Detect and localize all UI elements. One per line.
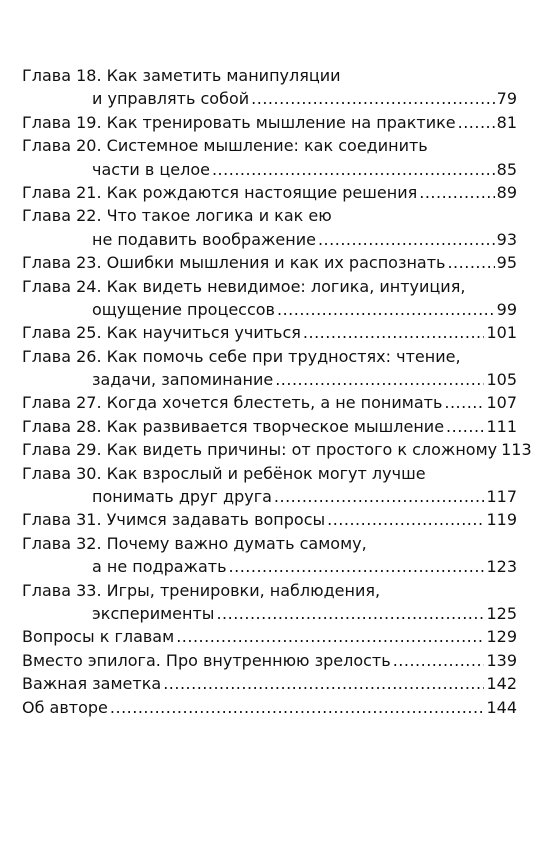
page-number: 144 bbox=[486, 697, 517, 717]
toc-entry-title: Глава 31. Учимся задавать вопросы bbox=[22, 510, 326, 530]
toc-entry bbox=[22, 438, 532, 461]
toc-entry bbox=[22, 485, 517, 508]
toc-entry bbox=[22, 368, 517, 391]
page-number: 99 bbox=[496, 299, 517, 319]
toc-entry-title-line bbox=[22, 345, 517, 368]
toc-entry-title: Глава 24. Как видеть невидимое: логика, интуиция, bbox=[22, 276, 466, 296]
page-number: 105 bbox=[486, 370, 517, 390]
toc-entry-title: Глава 25. Как научиться учиться bbox=[22, 323, 301, 343]
toc-entry-title: Глава 18. Как заметить манипуляции bbox=[22, 66, 341, 85]
toc-entry-title-line bbox=[22, 579, 517, 602]
page-number: 125 bbox=[486, 603, 517, 623]
page-number: 81 bbox=[496, 112, 517, 132]
toc-entry-title-line bbox=[22, 532, 517, 555]
toc-entry bbox=[22, 696, 517, 719]
toc-entry bbox=[22, 111, 517, 134]
page-number: 79 bbox=[496, 89, 517, 109]
toc-entry-continuation: эксперименты bbox=[92, 603, 215, 623]
toc-entry-title: Глава 30. Как взрослый и ребёнок могут лучше bbox=[22, 463, 426, 483]
toc-entry-continuation: задачи, запоминание bbox=[92, 370, 274, 390]
dot-leader bbox=[216, 602, 484, 625]
toc-entry-title: Глава 29. Как видеть причины: от простого к сложному bbox=[22, 440, 498, 460]
toc-entry bbox=[22, 391, 517, 414]
toc-entry bbox=[22, 625, 517, 648]
toc-entry-title: Глава 33. Игры, тренировки, наблюдения, bbox=[22, 580, 381, 600]
page-number: 142 bbox=[486, 674, 517, 694]
page-number: 85 bbox=[496, 159, 517, 179]
toc-entry bbox=[22, 672, 517, 695]
dot-leader bbox=[277, 298, 495, 321]
toc-entry-title: Глава 28. Как развивается творческое мышление bbox=[22, 416, 445, 436]
toc-entry bbox=[22, 251, 517, 274]
page-number: 119 bbox=[486, 510, 517, 530]
dot-leader bbox=[318, 228, 495, 251]
toc-entry-title-line bbox=[22, 204, 517, 227]
toc-entry bbox=[22, 649, 517, 672]
toc-entry-continuation: ощущение процессов bbox=[92, 299, 275, 319]
toc-entry-continuation: части в целое bbox=[92, 159, 210, 179]
toc-entry bbox=[22, 321, 517, 344]
toc-entry-title: Глава 23. Ошибки мышления и как их распознать bbox=[22, 253, 446, 273]
page-number: 123 bbox=[486, 557, 517, 577]
toc-entry bbox=[22, 415, 517, 438]
dot-leader bbox=[419, 181, 494, 204]
page-number: 93 bbox=[496, 229, 517, 249]
toc-entry-title: Глава 22. Что такое логика и как ею bbox=[22, 206, 332, 226]
page-number: 107 bbox=[486, 393, 517, 413]
toc-entry-continuation: понимать друг друга bbox=[92, 487, 272, 507]
toc-entry bbox=[22, 228, 517, 251]
dot-leader bbox=[447, 251, 494, 274]
toc-entry bbox=[22, 508, 517, 531]
dot-leader bbox=[327, 508, 484, 531]
toc-entry bbox=[22, 602, 517, 625]
toc-entry-title-line bbox=[22, 462, 517, 485]
page-number: 139 bbox=[486, 650, 517, 670]
dot-leader bbox=[444, 391, 484, 414]
page-number: 129 bbox=[486, 627, 517, 647]
dot-leader bbox=[393, 649, 485, 672]
toc-entry bbox=[22, 555, 517, 578]
toc-entry-title: Глава 27. Когда хочется блестеть, а не понимать bbox=[22, 393, 443, 413]
toc-entry-title: Вопросы к главам bbox=[22, 627, 175, 647]
toc-entry bbox=[22, 298, 517, 321]
dot-leader bbox=[446, 415, 484, 438]
toc-entry-title-line bbox=[22, 275, 517, 298]
toc-entry-title-line bbox=[22, 64, 517, 87]
dot-leader bbox=[229, 555, 485, 578]
page-number: 117 bbox=[486, 487, 517, 507]
dot-leader bbox=[163, 672, 484, 695]
toc-entry-title: Глава 19. Как тренировать мышление на практике bbox=[22, 112, 456, 132]
toc-entry-title: Вместо эпилога. Про внутреннюю зрелость bbox=[22, 650, 391, 670]
page-number: 89 bbox=[496, 182, 517, 202]
dot-leader bbox=[303, 321, 485, 344]
toc-entry-title: Глава 32. Почему важно думать самому, bbox=[22, 533, 367, 553]
dot-leader bbox=[212, 158, 495, 181]
dot-leader bbox=[251, 87, 495, 110]
toc-entry bbox=[22, 87, 517, 110]
page-number: 113 bbox=[501, 440, 532, 460]
dot-leader bbox=[458, 111, 495, 134]
dot-leader bbox=[110, 696, 485, 719]
dot-leader bbox=[275, 368, 484, 391]
toc-entry-title: Глава 21. Как рождаются настоящие решения bbox=[22, 182, 418, 202]
toc-entry-title: Об авторе bbox=[22, 697, 108, 717]
toc-entry-title: Глава 26. Как помочь себе при трудностях: чтение, bbox=[22, 346, 461, 366]
toc-entry-title-line bbox=[22, 134, 517, 157]
dot-leader bbox=[176, 625, 484, 648]
toc-entry-title: Важная заметка bbox=[22, 674, 162, 694]
page-number: 95 bbox=[496, 253, 517, 273]
dot-leader bbox=[274, 485, 485, 508]
toc-entry-continuation: не подавить воображение bbox=[92, 229, 316, 249]
toc-entry-continuation: а не подражать bbox=[92, 557, 227, 577]
toc-entry bbox=[22, 158, 517, 181]
table-of-contents bbox=[22, 64, 532, 719]
toc-entry bbox=[22, 181, 517, 204]
toc-entry-continuation: и управлять собой bbox=[92, 89, 250, 109]
page-number: 101 bbox=[486, 323, 517, 343]
toc-entry-title: Глава 20. Системное мышление: как соединить bbox=[22, 136, 428, 156]
page-number: 111 bbox=[486, 416, 517, 436]
